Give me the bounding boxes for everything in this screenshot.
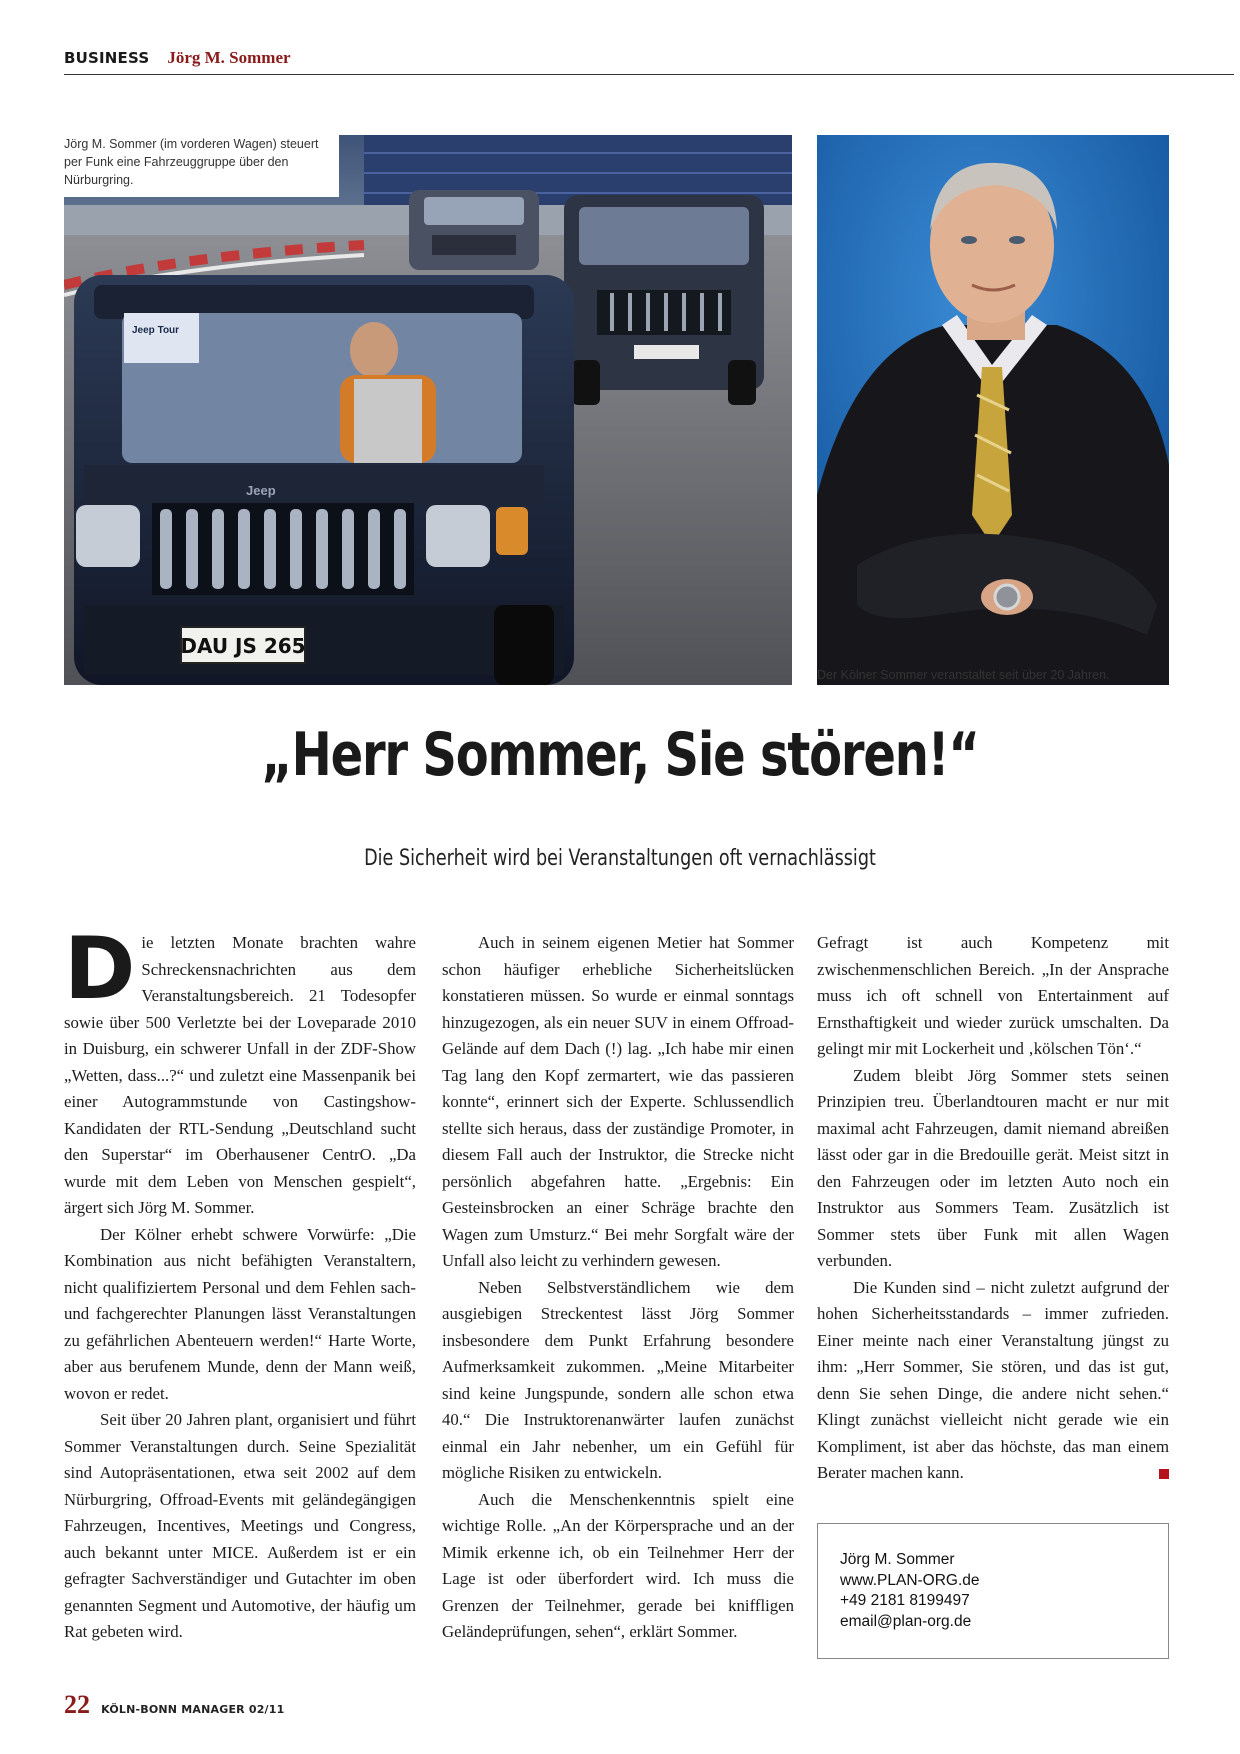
paragraph: Neben Selbstverständlichem wie dem ausgiebigen Streckentest lässt Jörg Sommer insbesondere dem Punkt Erfahrung besondere Aufmerksamkeit zukommen. „Meine Mitarbeiter sind keine Jungspunde, sondern alle schon etwa 40.“ Die Instruktorenanwärter laufen zunächst einmal ein Jahr nebenher, um ein Gefühl für mögliche Risiken zu entwickeln. xyxy=(442,1277,794,1482)
contact-box xyxy=(817,1523,1169,1659)
contact-phone: +49 2181 8199497 xyxy=(840,1592,970,1609)
paragraph: Gefragt ist auch Kompetenz mit zwischenmenschlichen Bereich. „In der Ansprache muss ich oft schnell von Entertainment auf Ernsthaftigkeit und wieder zurück umschalten. Da gelingt mir mit Lockerheit und ‚kölschen Tön‘.“ xyxy=(817,933,1169,1058)
cars-illustration xyxy=(64,135,792,685)
magazine-issue: KÖLN-BONN MANAGER 02/11 xyxy=(101,1703,285,1716)
article-column-1 xyxy=(64,919,416,1646)
caption-portrait-photo: Der Kölner Sommer veranstaltet seit über 20 Jahren. xyxy=(817,668,1110,682)
page-header xyxy=(64,48,1234,75)
paragraph: ie letzten Monate brachten wahre Schreckensnachrichten aus dem Veranstaltungsbereich. 21 Todesopfer sowie über 500 Verletzte bei der Loveparade 2010 in Duisburg, ein schwerer Unfall in der ZDF-Show „Wetten, dass...?“ und zuletzt eine Massenpanik bei einer Autogrammstunde von Castingshow-Kandidaten der RTL-Sendung „Deutschland sucht den Superstar“ im Oberhausener CentrO. „Da wurde mit dem Leben von Menschen gespielt“, ärgert sich Jörg M. Sommer. xyxy=(64,933,416,1217)
article-headline: „Herr Sommer, Sie stören!“ xyxy=(261,720,979,790)
header-author: Jörg M. Sommer xyxy=(167,48,291,67)
drop-cap: D xyxy=(64,919,136,1019)
windshield-sign-text: Jeep Tour xyxy=(132,325,180,336)
article-column-3 xyxy=(817,930,1169,1487)
contact-name: Jörg M. Sommer xyxy=(840,1551,955,1568)
grille-brand-text: Jeep xyxy=(246,483,276,498)
page-footer xyxy=(64,1690,285,1720)
paragraph: Zudem bleibt Jörg Sommer stets seinen Prinzipien treu. Überlandtouren macht er nur mit maximal acht Fahrzeugen, damit niemand abreißen lässt oder gar in die Bredouille gerät. Meist sitzt in den Fahrzeugen oder im letzten Auto noch ein Instruktor aus Sommers Team. Zusätzlich ist Sommer stets über Funk mit allen Wagen verbunden. xyxy=(817,1065,1169,1270)
photo-portrait xyxy=(817,135,1169,685)
caption-cars-photo: Jörg M. Sommer (im vorderen Wagen) steuert per Funk eine Fahrzeuggruppe über den Nürburgring. xyxy=(64,135,339,197)
paragraph: Der Kölner erhebt schwere Vorwürfe: „Die Kombination aus nicht befähigten Veranstaltern, nicht qualifiziertem Personal und dem Fehlen sach- und fachgerechter Planungen lässt Veranstaltungen zu gefährlichen Abenteuern werden!“ Harte Worte, aber aus berufenem Munde, denn der Mann weiß, wovon er redet. xyxy=(64,1224,416,1403)
end-of-article-mark xyxy=(1159,1469,1169,1479)
section-label: BUSINESS xyxy=(64,49,150,67)
paragraph-text: Die Kunden sind – nicht zuletzt aufgrund der hohen Sicherheitsstandards – immer zufrieden. Einer meinte nach einer Veranstaltung jüngst zu ihm: „Herr Sommer, Sie stören, und das ist gut, denn Sie sehen Dinge, die andere nicht sehen.“ Klingt zunächst vielleicht nicht gerade wie ein Kompliment, ist aber das höchste, das man einem Berater machen kann. xyxy=(817,1277,1169,1482)
paragraph: Auch in seinem eigenen Metier hat Sommer schon häufiger erhebliche Sicherheitslücken konstatieren müssen. So wurde er einmal sonntags hinzugezogen, als ein neuer SUV in einem Offroad-Gelände auf dem Dach (!) lag. „Ich habe mir einen Tag lang den Kopf zermartert, wie das passieren konnte“, erinnert sich der Experte. Schlussendlich stellte sich heraus, dass der zuständige Promoter, in diesem Fall auch der Instruktor, die Strecke nicht persönlich abgefahren hatte. „Ergebnis: Ein Gesteinsbrocken an einer Schräge brachte den Wagen zum Umsturz.“ Bei mehr Sorgfalt wäre der Unfall also leicht zu verhindern gewesen. xyxy=(442,933,794,1270)
page-number: 22 xyxy=(64,1690,90,1719)
contact-email: email@plan-org.de xyxy=(840,1612,972,1630)
photo-cars-nuerburgring xyxy=(64,135,792,685)
paragraph xyxy=(817,1275,1169,1487)
paragraph: Auch die Menschenkenntnis spielt eine wichtige Rolle. „An der Körpersprache und an der Mimik erkenne ich, ob ein Teilnehmer Herr der Lage ist oder überfordert wird. Ich muss die Grenzen der Teilnehmer, gerade bei kniffligen Geländeprüfungen, sehen“, erklärt Sommer. xyxy=(442,1489,794,1641)
paragraph: Seit über 20 Jahren plant, organisiert und führt Sommer Veranstaltungen durch. Seine Spezialität sind Autopräsentationen, etwa seit 2002 auf dem Nürburgring, Offroad-Events mit geländegängigen Fahrzeugen, Incentives, Meetings und Congress, auch bekannt unter MICE. Außerdem ist er ein gefragter Sachverständiger und Gutachter im oben genannten Segment und Automotive, der häufig um Rat gebeten wird. xyxy=(64,1410,416,1641)
article-subheadline: Die Sicherheit wird bei Veranstaltungen oft vernachlässigt xyxy=(364,846,876,871)
article-column-2 xyxy=(442,930,794,1646)
license-plate-text: DAU JS 265 xyxy=(180,634,306,658)
contact-website: www.PLAN-ORG.de xyxy=(840,1571,980,1589)
portrait-illustration xyxy=(817,135,1169,685)
